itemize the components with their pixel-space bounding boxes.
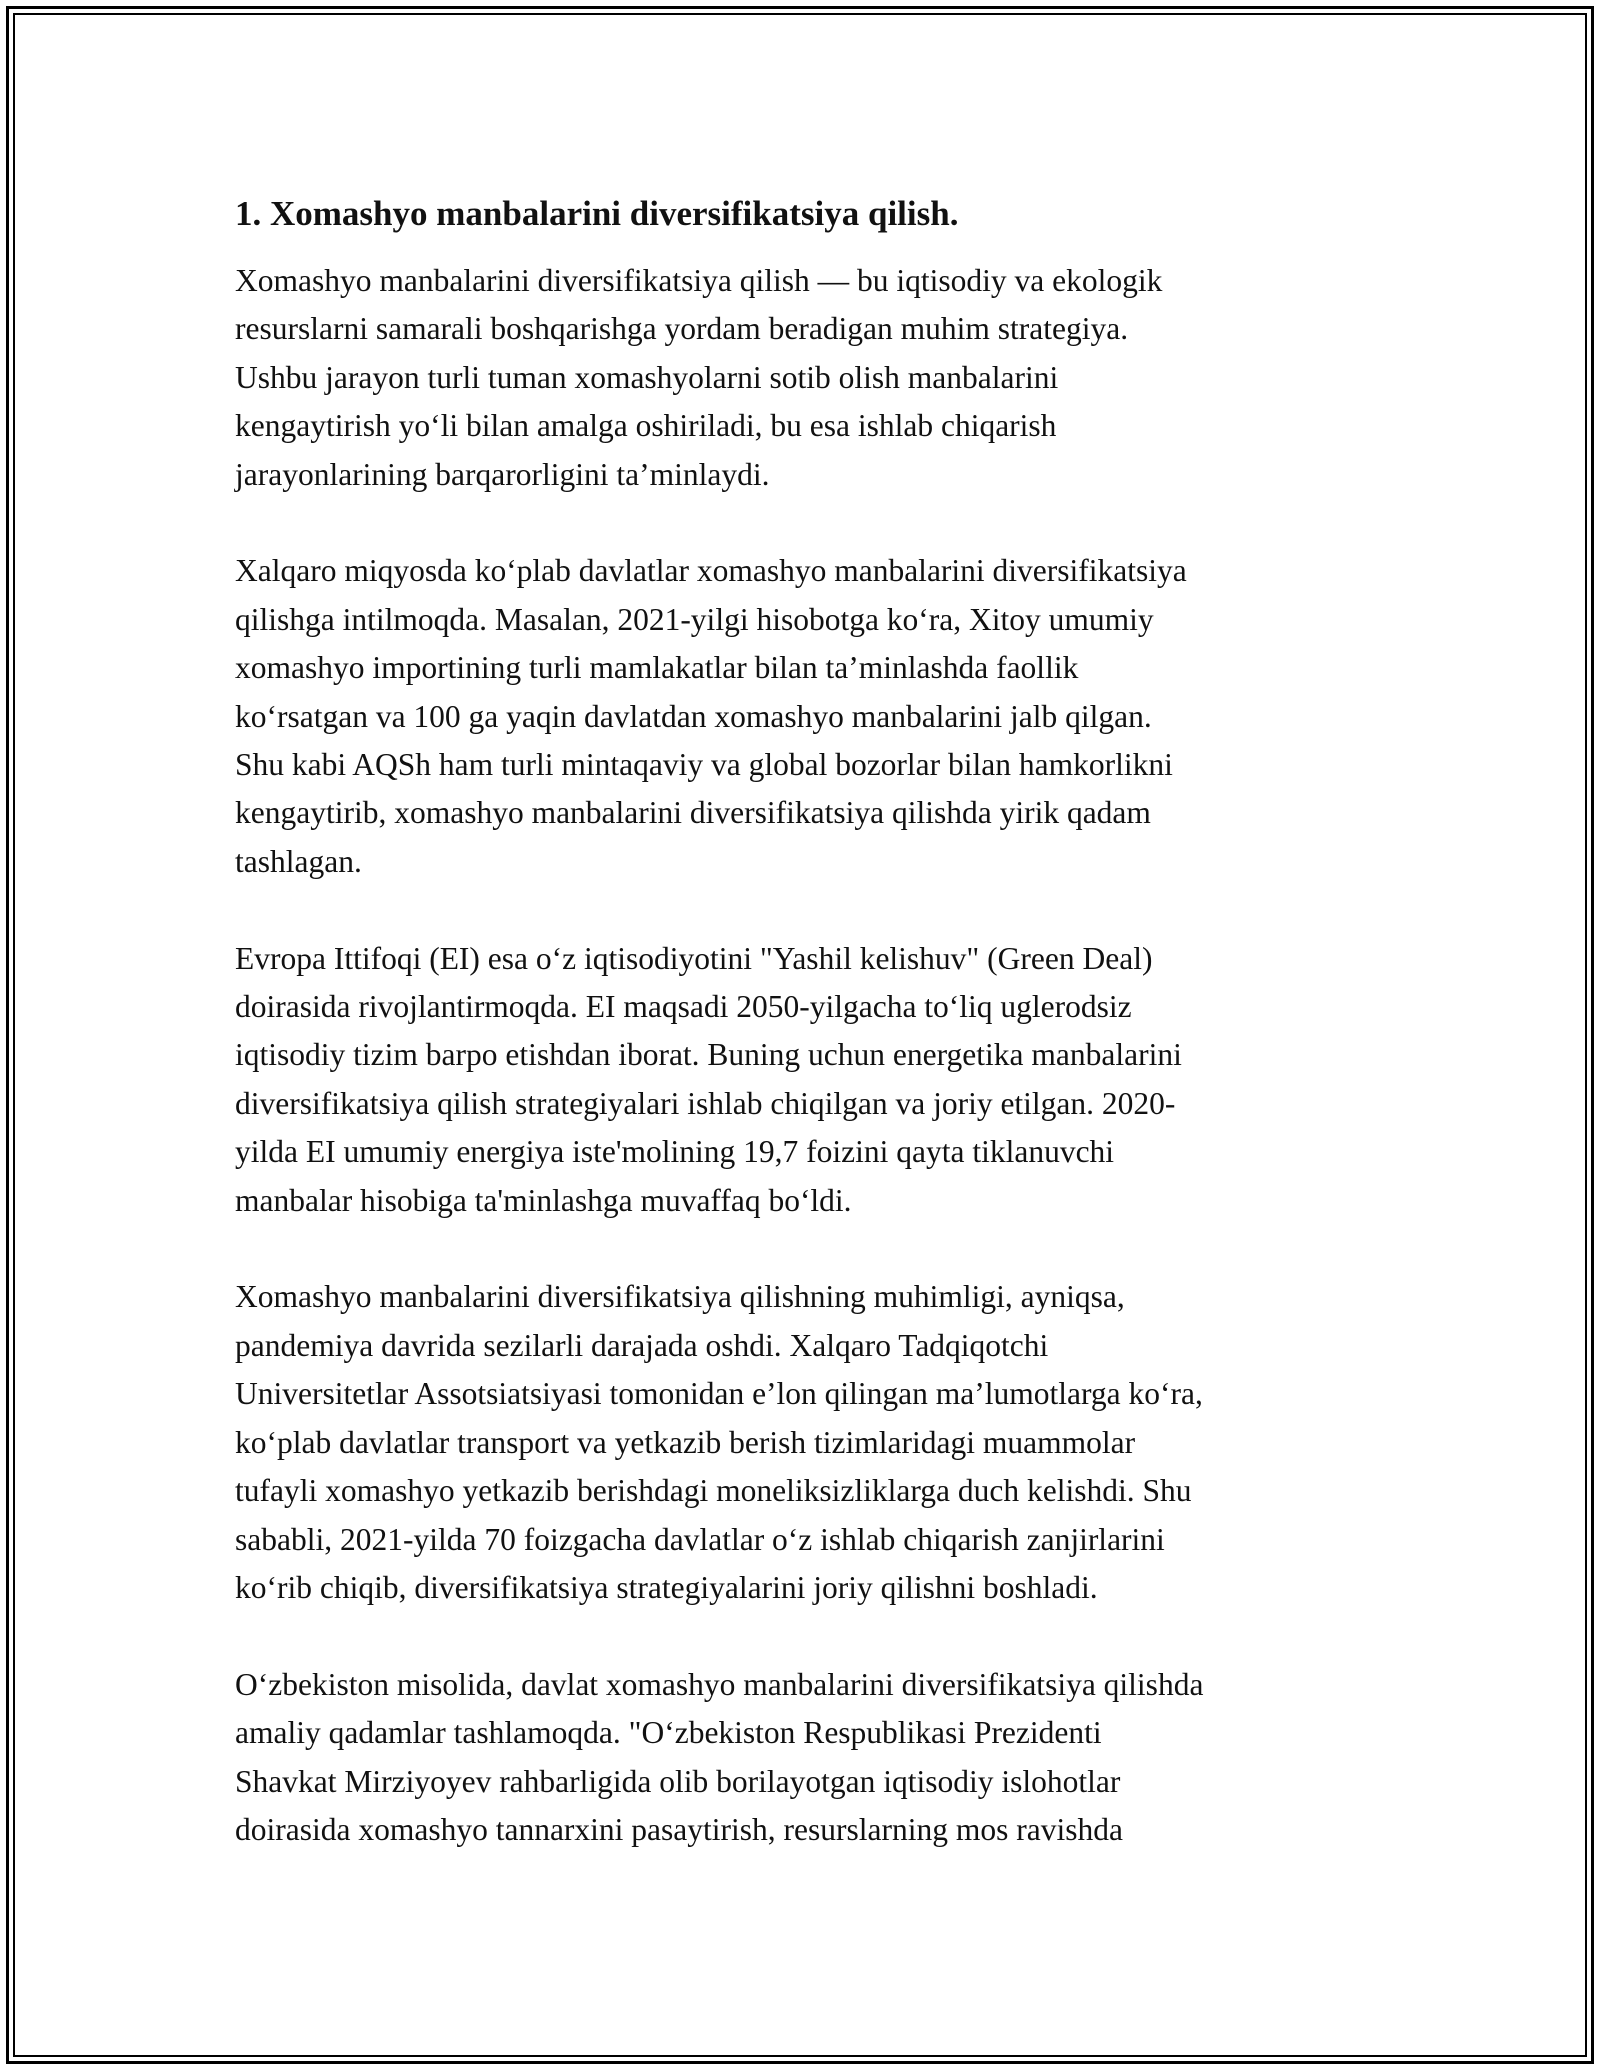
paragraph-4 xyxy=(235,1273,1385,1612)
section-heading: 1. Xomashyo manbalarini diversifikatsiya qilish. xyxy=(235,194,959,233)
text-line: Xomashyo manbalarini diversifikatsiya qilish — bu iqtisodiy va ekologik xyxy=(235,263,1163,298)
text-line: doirasida xomashyo tannarxini pasaytirish, resurslarning mos ravishda xyxy=(235,1811,1123,1847)
text-line: koʻplab davlatlar transport va yetkazib berish tizimlaridagi muammolar xyxy=(235,1424,1136,1460)
text-line: doirasida rivojlantirmoqda. EI maqsadi 2050-yilgacha toʻliq uglerodsiz xyxy=(235,989,1132,1025)
text-line: tashlagan. xyxy=(235,843,362,879)
paragraph-5 xyxy=(235,1661,1385,1855)
text-line: sababli, 2021-yilda 70 foizgacha davlatlar oʻz ishlab chiqarish zanjirlarini xyxy=(235,1521,1165,1557)
text-line: Evropa Ittifoqi (EI) esa oʻz iqtisodiyotini "Yashil kelishuv" (Green Deal) xyxy=(235,940,1153,976)
paragraph-2 xyxy=(235,547,1385,886)
text-line: iqtisodiy tizim barpo etishdan iborat. Buning uchun energetika manbalarini xyxy=(235,1037,1182,1073)
paragraph-1 xyxy=(235,257,1385,499)
text-line: Oʻzbekiston misolida, davlat xomashyo manbalarini diversifikatsiya qilishda xyxy=(235,1666,1204,1702)
text-line: xomashyo importining turli mamlakatlar bilan taʼminlashda faollik xyxy=(235,650,1079,686)
text-line: kengaytirib, xomashyo manbalarini diversifikatsiya qilishda yirik qadam xyxy=(235,795,1151,831)
text-line: amaliy qadamlar tashlamoqda. "Oʻzbekiston Respublikasi Prezidenti xyxy=(235,1715,1102,1751)
text-line: tufayli xomashyo yetkazib berishdagi moneliksizliklarga duch kelishdi. Shu xyxy=(235,1473,1192,1509)
text-line: resurslarni samarali boshqarishga yordam beradigan muhim strategiya. xyxy=(235,311,1129,347)
paragraph-3 xyxy=(235,935,1385,1225)
document-body xyxy=(235,188,1385,1903)
text-line: Xomashyo manbalarini diversifikatsiya qilishning muhimligi, ayniqsa, xyxy=(235,1279,1125,1315)
text-line: Shavkat Mirziyoyev rahbarligida olib borilayotgan iqtisodiy islohotlar xyxy=(235,1763,1121,1799)
text-line: pandemiya davrida sezilarli darajada oshdi. Xalqaro Tadqiqotchi xyxy=(235,1327,1049,1363)
text-line: koʻrsatgan va 100 ga yaqin davlatdan xomashyo manbalarini jalb qilgan. xyxy=(235,698,1152,734)
text-line: koʻrib chiqib, diversifikatsiya strategiyalarini joriy qilishni boshladi. xyxy=(235,1569,1098,1605)
text-line: manbalar hisobiga ta'minlashga muvaffaq boʻldi. xyxy=(235,1182,852,1218)
text-line: Universitetlar Assotsiatsiyasi tomonidan eʼlon qilingan maʼlumotlarga koʻra, xyxy=(235,1376,1203,1412)
text-line: kengaytirish yoʻli bilan amalga oshiriladi, bu esa ishlab chiqarish xyxy=(235,408,1057,444)
text-line: jarayonlarining barqarorligini taʼminlaydi. xyxy=(235,456,770,492)
text-line: qilishga intilmoqda. Masalan, 2021-yilgi hisobotga koʻra, Xitoy umumiy xyxy=(235,601,1154,637)
text-line: Shu kabi AQSh ham turli mintaqaviy va global bozorlar bilan hamkorlikni xyxy=(235,747,1173,783)
text-line: yilda EI umumiy energiya iste'molining 19,7 foizini qayta tiklanuvchi xyxy=(235,1134,1115,1170)
text-line: Xalqaro miqyosda koʻplab davlatlar xomashyo manbalarini diversifikatsiya xyxy=(235,553,1187,589)
text-line: diversifikatsiya qilish strategiyalari ishlab chiqilgan va joriy etilgan. 2020- xyxy=(235,1085,1176,1121)
text-line: Ushbu jarayon turli tuman xomashyolarni sotib olish manbalarini xyxy=(235,359,1059,395)
